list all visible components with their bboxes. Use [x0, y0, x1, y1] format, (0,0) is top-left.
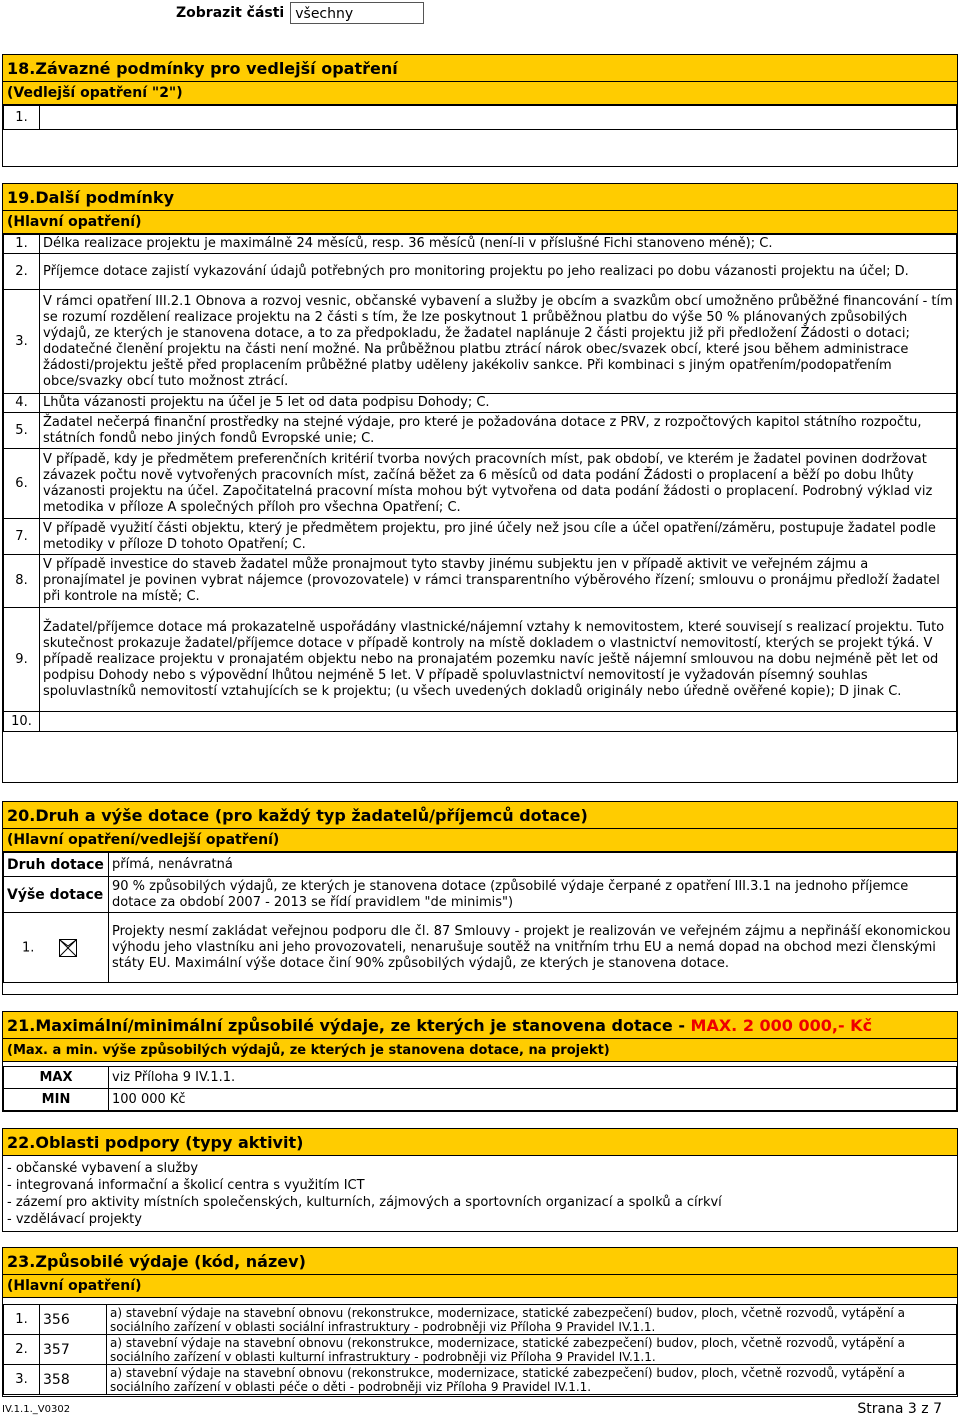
conditions-table — [3, 105, 957, 130]
item-text: Lhůta vázanosti projektu na účel je 5 let od data podpisu Dohody; C. — [40, 394, 957, 413]
item-number: 2. — [4, 254, 40, 290]
item-text: a) stavební výdaje na stavební obnovu (rekonstrukce, modernizace, statické zabezpečení) budov, ploch, včetně rozvodů, vytápění a sociálního zařízení v oblasti sociální infrastruktury - podrobněji viz Příloha 9 Pravidel IV.1.1. — [107, 1305, 957, 1335]
activity-list — [3, 1156, 957, 1232]
section-19 — [2, 183, 958, 783]
filter-bar — [176, 2, 424, 24]
section-21 — [2, 1011, 958, 1112]
checkbox-icon — [59, 939, 77, 957]
section-22 — [2, 1128, 958, 1232]
item-text: Žadatel/příjemce dotace má prokazatelně uspořádány vlastnické/nájemní vztahy k nemovitostem, které souvisejí s realizací projektu. Tuto skutečnost prokazuje žadatel/příjemce dotace v případě kontroly na místě dokladem o vlastnictví nemovitostí, kterých se projekt týká. V případě realizace projektu v pronajatém objektu nebo na pronajatém pozemku navíc ještě nájemní smlouvou na dobu nejméně pět let od podpisu Dohody nebo s výpovědní lhůtou nejméně 5 let. V případě spoluvlastnictví nemovitostí je vyžadován písemný souhlas spoluvlastníků nemovitostí vztahujících se k projektu; (u všech uvedených dokladů originály nebo úředně ověřené kopie); D jinak C. — [40, 608, 957, 712]
section-subtitle: (Max. a min. výše způsobilých výdajů, ze kterých je stanovena dotace, na projekt) — [3, 1039, 957, 1062]
table-row — [4, 394, 957, 413]
list-item: - integrovaná informační a školicí centra s využitím ICT — [7, 1178, 365, 1193]
druh-value: přímá, nenávratná — [109, 853, 957, 877]
item-number: 6. — [4, 449, 40, 519]
section-subtitle: (Hlavní opatření/vedlejší opatření) — [3, 829, 957, 852]
vyse-value: 90 % způsobilých výdajů, ze kterých je stanovena dotace (způsobilé výdaje čerpané z opatření III.3.1 na jednoho příjemce dotace za období 2007 - 2013 se řídí pravidlem "de minimis") — [109, 877, 957, 913]
item-text: V rámci opatření III.2.1 Obnova a rozvoj vesnic, občanské vybavení a služby je obcím a svazkům obcí umožněno průběžné financování - tím se rozumí rozdělení realizace projektu na 2 části s tím, že lze poskytnout 1 průběžnou platbu do výše 50 % plánovaných způsobilých výdajů, ze kterých je stanovena dotace, a to za předpokladu, že žadatel naplánuje 2 části projektu již při předložení Žádosti o dotaci; dodatečné členění projektu na části není možné. Na průběžnou platbu ztrácí nárok obec/svazek obcí, které jsou během administrace žádosti/projektu ještě před proplacením průběžné platby uděleny jakékoliv sankce. Při kombinaci s jiným opatřením/podopatřením obce/svazky obcí tuto možnost ztrácí. — [40, 290, 957, 394]
title-text: 21.Maximální/minimální způsobilé výdaje, ze kterých je stanovena dotace - — [7, 1016, 691, 1035]
item-text: V případě investice do staveb žadatel může pronajmout tyto stavby jinému subjektu jen v případě aktivit ve veřejném zájmu a pronajímatel je povinen vybrat nájemce (provozovatele) v rámci transparentního výběrového řízení; smlouvu o pronájmu předloží žadatel při kontrole na místě; C. — [40, 555, 957, 608]
section-20 — [2, 801, 958, 995]
table-row — [4, 608, 957, 712]
item-text: a) stavební výdaje na stavební obnovu (rekonstrukce, modernizace, statické zabezpečení) budov, ploch, včetně rozvodů, vytápění a sociálního zařízení v oblasti kulturní infrastruktury - podrobněji viz Příloha 9 Pravidel IV.1.1. — [107, 1335, 957, 1365]
table-row — [4, 449, 957, 519]
item-number: 8. — [4, 555, 40, 608]
item-number: 3. — [4, 290, 40, 394]
item-number: 4. — [4, 394, 40, 413]
item-text: Délka realizace projektu je maximálně 24 měsíců, resp. 36 měsíců (není-li v příslušné Fichi stanoveno méně); C. — [40, 235, 957, 254]
max-value: viz Příloha 9 IV.1.1. — [109, 1067, 957, 1089]
item-number: 7. — [4, 519, 40, 555]
list-item: - zázemí pro aktivity místních společenských, kulturních, zájmových a sportovních organizací a spolků a církví — [7, 1195, 722, 1210]
section-subtitle: (Hlavní opatření) — [3, 1275, 957, 1298]
section-title: 19.Další podmínky — [3, 184, 957, 211]
vyse-label: Výše dotace — [4, 877, 109, 913]
section-title: 18.Závazné podmínky pro vedlejší opatření — [3, 55, 957, 82]
table-row — [4, 853, 957, 877]
table-row — [4, 235, 957, 254]
max-label: MAX — [4, 1067, 109, 1089]
item-text: Projekty nesmí zakládat veřejnou podporu dle čl. 87 Smlouvy - projekt je realizován ve veřejném zájmu a nepřináší ekonomickou výhodu jeho vlastníku ani jeho provozovateli, nenarušuje soutěž na vnitřním trhu EU a nemá dopad na obchod mezi členskými státy EU. Maximální výše dotace činí 90% způsobilých výdajů, ze kterých je stanovena dotace. — [109, 913, 957, 983]
section-title — [3, 1012, 957, 1039]
item-number: 10. — [4, 712, 40, 732]
table-row — [4, 1335, 957, 1365]
item-number: 1. — [22, 940, 35, 955]
item-number: 3. — [4, 1365, 40, 1395]
expenses-table — [3, 1304, 957, 1395]
section-title: 23.Způsobilé výdaje (kód, název) — [3, 1248, 957, 1275]
document-code: IV.1.1._V0302 — [2, 1404, 71, 1415]
table-row — [4, 1067, 957, 1089]
item-text: V případě využití části objektu, který je předmětem projektu, pro jiné účely než jsou cíle a účel opatření/záměru, postupuje žadatel podle metodiky v příloze D tohoto Opatření; C. — [40, 519, 957, 555]
subsidy-table — [3, 852, 957, 983]
item-number: 1. — [4, 1305, 40, 1335]
item-text — [40, 712, 957, 732]
item-text: V případě, kdy je předmětem preferenčních kritérií tvorba nových pracovních míst, pak období, ve kterém je žadatel povinen dodržovat závazek počtu nově vytvořených pracovních míst, začíná běžet za 6 měsíců od data podání Žádosti o proplacení a běží po dobu lhůty vázanosti projektu na účel. Započitatelná pracovní místa mohou být vytvořena od data podání žádosti o proplacení. Podrobný výklad viz metodika v příloze A společných příloh pro všechna Opatření; C. — [40, 449, 957, 519]
min-label: MIN — [4, 1089, 109, 1111]
table-row — [4, 106, 957, 130]
limits-table — [3, 1066, 957, 1111]
section-title: 22.Oblasti podpory (typy aktivit) — [3, 1129, 957, 1156]
item-cell — [4, 913, 109, 983]
table-row — [4, 254, 957, 290]
section-18 — [2, 54, 958, 167]
filter-label: Zobrazit části — [176, 5, 285, 21]
table-row — [4, 1365, 957, 1395]
section-subtitle: (Vedlejší opatření "2") — [3, 82, 957, 105]
section-title: 20.Druh a výše dotace (pro každý typ žadatelů/příjemců dotace) — [3, 802, 957, 829]
item-text — [40, 106, 957, 130]
item-number: 1. — [4, 235, 40, 254]
table-row — [4, 1305, 957, 1335]
table-row — [4, 290, 957, 394]
item-code: 356 — [40, 1305, 107, 1335]
item-number: 5. — [4, 413, 40, 449]
table-row — [4, 1089, 957, 1111]
item-text: a) stavební výdaje na stavební obnovu (rekonstrukce, modernizace, statické zabezpečení) budov, ploch, včetně rozvodů, vytápění a sociálního zařízení v oblasti péče o děti - podrobněji viz Příloha 9 Pravidel IV.1.1. — [107, 1365, 957, 1395]
item-number: 2. — [4, 1335, 40, 1365]
table-row — [4, 519, 957, 555]
parts-select[interactable]: všechny — [290, 2, 424, 24]
druh-label: Druh dotace — [4, 853, 109, 877]
item-number: 9. — [4, 608, 40, 712]
item-text: Žadatel nečerpá finanční prostředky na stejné výdaje, pro které je požadována dotace z PRV, z rozpočtových kapitol státního rozpočtu, státních fondů nebo jiných fondů Evropské unie; C. — [40, 413, 957, 449]
list-item: - občanské vybavení a služby — [7, 1161, 199, 1176]
item-text: Příjemce dotace zajistí vykazování údajů potřebných pro monitoring projektu po jeho realizaci po dobu vázanosti projektu na účel; D. — [40, 254, 957, 290]
conditions-table — [3, 234, 957, 732]
title-max-amount: MAX. 2 000 000,- Kč — [690, 1016, 873, 1035]
table-row — [4, 913, 957, 983]
table-row — [4, 413, 957, 449]
list-item: - vzdělávací projekty — [7, 1212, 142, 1227]
section-23 — [2, 1247, 958, 1397]
table-row — [4, 877, 957, 913]
item-number: 1. — [4, 106, 40, 130]
page-number: Strana 3 z 7 — [857, 1401, 942, 1417]
min-value: 100 000 Kč — [109, 1089, 957, 1111]
item-code: 357 — [40, 1335, 107, 1365]
section-subtitle: (Hlavní opatření) — [3, 211, 957, 234]
item-code: 358 — [40, 1365, 107, 1395]
table-row — [4, 712, 957, 732]
table-row — [4, 555, 957, 608]
